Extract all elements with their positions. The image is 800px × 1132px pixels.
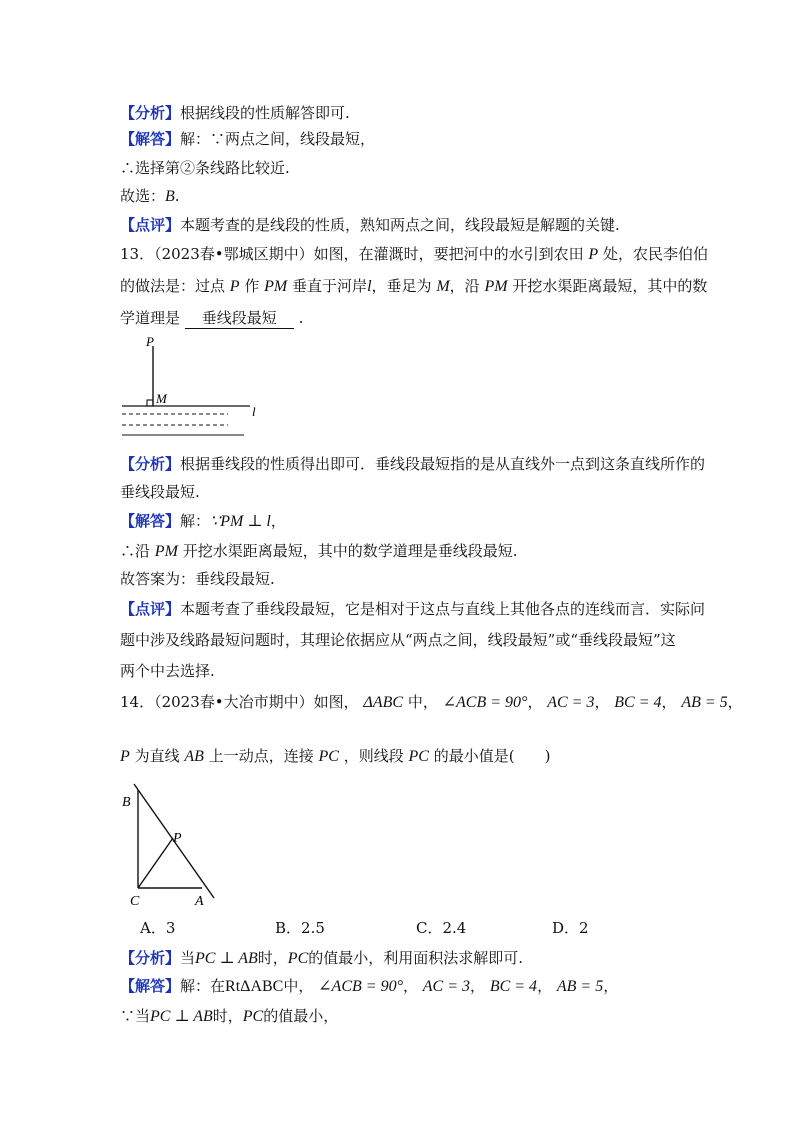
question-number: 14． xyxy=(120,693,155,711)
question-source: （2023春•大冶市期中） xyxy=(154,693,314,711)
q14-solution: 【解答】解：在RtΔABC中， ∠ACB = 90°， AC = 3， BC = 4， AB = 5， xyxy=(120,977,619,995)
option-d[interactable]: D．2 xyxy=(552,919,589,937)
comment-tag: 【点评】 xyxy=(120,216,181,234)
q13-stem-1: 13．（2023春•鄂城区期中）如图，在灌溉时，要把河中的水引到农田 P 处，农民李伯伯 xyxy=(120,245,708,263)
label-p: P xyxy=(146,334,154,349)
q13-analysis: 【分析】根据垂线段的性质得出即可．垂线段最短指的是从直线外一点到这条直线所作的 xyxy=(120,455,706,473)
option-c[interactable]: C．2.4 xyxy=(416,919,467,937)
q14-figure xyxy=(118,786,228,911)
q13-answer: 故答案为：垂线段最短. xyxy=(120,570,275,588)
solution-tag: 【解答】 xyxy=(120,512,181,530)
label-c: C xyxy=(130,894,140,909)
q14-solution-2: ∵当PC ⊥ AB时，PC的值最小， xyxy=(120,1007,339,1025)
q13-solution-2: ∴沿 PM 开挖水渠距离最短，其中的数学道理是垂线段最短. xyxy=(120,542,518,560)
q12-comment: 【点评】本题考查的是线段的性质，熟知两点之间，线段最短是解题的关键. xyxy=(120,216,620,234)
solution-tag: 【解答】 xyxy=(120,977,181,995)
q13-stem-2: 的做法是：过点 P 作 PM 垂直于河岸l，垂足为 M，沿 PM 开挖水渠距离最短，其中的数 xyxy=(120,277,708,295)
q12-solution: 【解答】解：∵两点之间，线段最短， xyxy=(120,130,376,148)
solution-tag: 【解答】 xyxy=(120,130,181,148)
label-b: B xyxy=(122,795,131,810)
q12-answer: 故选：B. xyxy=(120,187,180,205)
analysis-tag: 【分析】 xyxy=(120,104,181,122)
analysis-tag: 【分析】 xyxy=(120,455,181,473)
segment-pc xyxy=(138,838,173,888)
analysis-tag: 【分析】 xyxy=(120,949,181,967)
answer-blank: 垂线段最短 xyxy=(185,308,294,329)
question-number: 13． xyxy=(120,245,155,263)
right-angle-mark xyxy=(147,400,153,406)
q14-options xyxy=(0,918,800,938)
q13-analysis-2: 垂线段最短. xyxy=(120,483,200,501)
q14-stem-2: P 为直线 AB 上一动点，连接 PC ，则线段 PC 的最小值是( ) xyxy=(120,747,551,765)
label-l: l xyxy=(252,404,256,419)
q12-analysis: 【分析】根据线段的性质解答即可. xyxy=(120,104,350,122)
comment-tag: 【点评】 xyxy=(120,600,181,618)
label-m: M xyxy=(156,391,167,406)
q13-comment-3: 两个中去选择. xyxy=(120,662,215,680)
answer-choice: B xyxy=(165,188,175,205)
q14-stem-1: 14．（2023春•大冶市期中）如图， ΔABC 中， ∠ACB = 90°， AC = 3， BC = 4， AB = 5， xyxy=(120,693,743,711)
q13-stem-3: 学道理是 垂线段最短 . xyxy=(120,309,304,327)
question-source: （2023春•鄂城区期中） xyxy=(154,245,314,263)
q13-comment: 【点评】本题考查了垂线段最短，它是相对于这点与直线上其他各点的连线而言．实际问 xyxy=(120,600,706,618)
q14-analysis: 【分析】当PC ⊥ AB时，PC的值最小，利用面积法求解即可. xyxy=(120,949,524,967)
q13-figure xyxy=(116,336,256,436)
label-a: A xyxy=(195,894,204,909)
q13-comment-2: 题中涉及线路最短问题时，其理论依据应从“两点之间，线段最短”或“垂线段最短”这 xyxy=(120,631,676,649)
q12-solution-2: ∴选择第②条线路比较近. xyxy=(120,159,290,177)
answer-parens: ( ) xyxy=(508,747,551,765)
option-a[interactable]: A．3 xyxy=(140,919,176,937)
option-b[interactable]: B．2.5 xyxy=(275,919,325,937)
q13-solution: 【解答】解：∵PM ⊥ l， xyxy=(120,512,286,530)
label-p: P xyxy=(173,831,182,846)
